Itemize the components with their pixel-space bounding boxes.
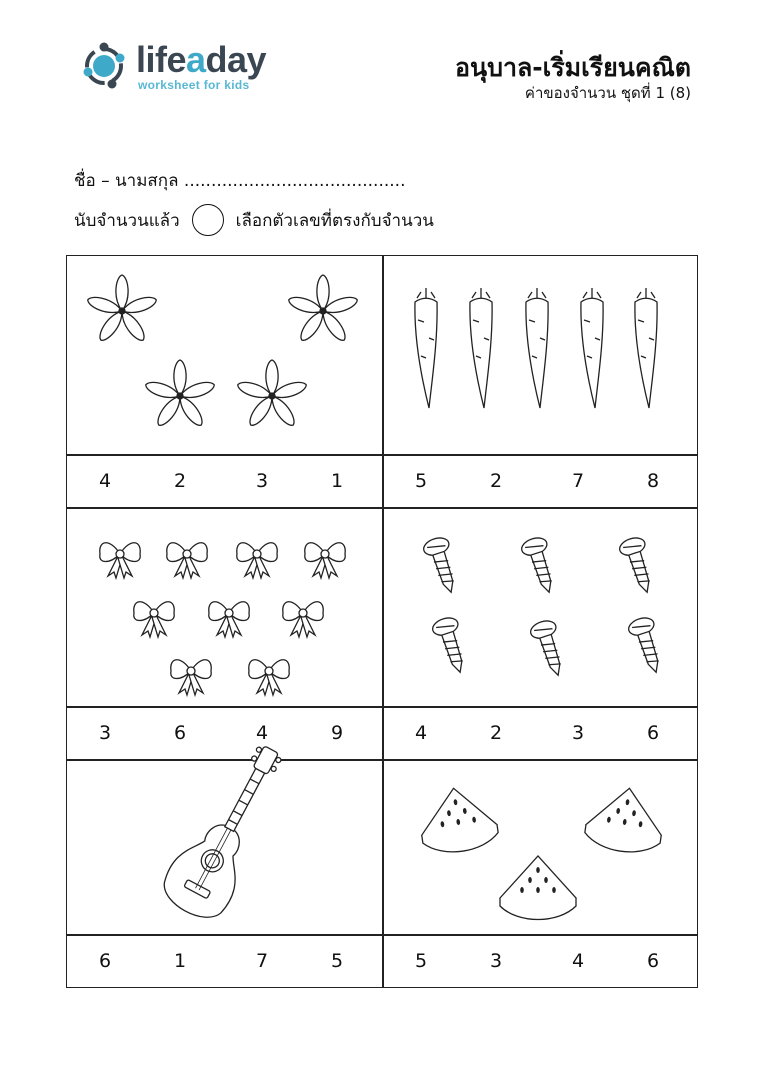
- choice-number[interactable]: 3: [98, 722, 112, 744]
- question-5-choices: [67, 935, 382, 987]
- choice-number[interactable]: 3: [255, 470, 269, 492]
- screw-icon: [626, 615, 668, 676]
- flower-icon: [86, 275, 158, 344]
- choice-number[interactable]: 3: [489, 950, 503, 972]
- page-title: อนุบาล-เริ่มเรียนคณิต: [454, 53, 691, 82]
- bow-icon: [171, 660, 211, 695]
- instruction: [74, 204, 434, 236]
- choice-number[interactable]: 1: [173, 950, 187, 972]
- carrot-icon: [470, 288, 492, 408]
- screw-icon: [528, 618, 570, 679]
- bow-icon: [209, 602, 249, 637]
- choice-number[interactable]: 6: [98, 950, 112, 972]
- choice-number[interactable]: 4: [571, 950, 585, 972]
- choice-number[interactable]: 2: [173, 470, 187, 492]
- choice-number[interactable]: 5: [414, 950, 428, 972]
- choice-number[interactable]: 4: [98, 470, 112, 492]
- screw-icon: [421, 535, 463, 596]
- choice-number[interactable]: 5: [330, 950, 344, 972]
- choice-number[interactable]: 4: [414, 722, 428, 744]
- question-1-picture: [67, 256, 382, 454]
- question-5-picture: [67, 760, 382, 934]
- bow-icon: [249, 660, 289, 695]
- choice-number[interactable]: 7: [255, 950, 269, 972]
- choice-number[interactable]: 6: [173, 722, 187, 744]
- choice-number[interactable]: 6: [646, 722, 660, 744]
- question-3-picture: [67, 508, 382, 706]
- bow-icon: [305, 543, 345, 578]
- flower-icon: [144, 360, 216, 429]
- screw-icon: [519, 535, 561, 596]
- flower-icon: [287, 275, 359, 344]
- exercise-grid: [66, 255, 698, 988]
- carrot-icon: [581, 288, 603, 408]
- name-field-line[interactable]: ชื่อ – นามสกุล .........................................: [74, 171, 406, 191]
- choice-number[interactable]: 6: [646, 950, 660, 972]
- circle-example-icon: [192, 204, 224, 236]
- bow-icon: [134, 602, 174, 637]
- watermelon-icon: [583, 783, 667, 856]
- bow-icon: [100, 543, 140, 578]
- choice-number[interactable]: 4: [255, 722, 269, 744]
- carrot-icon: [526, 288, 548, 408]
- screw-icon: [617, 535, 659, 596]
- lifeaday-logo: [82, 38, 282, 98]
- instruction-after: เลือกตัวเลขที่ตรงกับจำนวน: [235, 210, 434, 231]
- guitar-icon: [156, 734, 302, 928]
- bow-icon: [237, 543, 277, 578]
- bow-icon: [283, 602, 323, 637]
- question-1-choices: [67, 455, 382, 507]
- choice-number[interactable]: 2: [489, 470, 503, 492]
- choice-number[interactable]: 2: [489, 722, 503, 744]
- logo-wordmark: lifeaday: [136, 39, 267, 80]
- screw-icon: [430, 615, 472, 676]
- choice-number[interactable]: 8: [646, 470, 660, 492]
- page-subtitle: ค่าของจำนวน ชุดที่ 1 (8): [524, 84, 691, 102]
- question-6-picture: [383, 760, 698, 934]
- watermelon-icon: [500, 856, 576, 920]
- carrot-icon: [415, 288, 437, 408]
- flower-icon: [236, 360, 308, 429]
- question-2-choices: [383, 455, 698, 507]
- choice-number[interactable]: 1: [330, 470, 344, 492]
- instruction-before: นับจำนวนแล้ว: [74, 210, 180, 231]
- question-2-picture: [383, 256, 698, 454]
- watermelon-icon: [416, 783, 500, 856]
- choice-number[interactable]: 7: [571, 470, 585, 492]
- question-6-choices: [383, 935, 698, 987]
- carrot-icon: [635, 288, 657, 408]
- choice-number[interactable]: 3: [571, 722, 585, 744]
- question-4-picture: [383, 508, 698, 706]
- question-3-choices: [67, 707, 382, 759]
- logo-tagline: worksheet for kids: [138, 78, 250, 92]
- question-4-choices: [383, 707, 698, 759]
- choice-number[interactable]: 5: [414, 470, 428, 492]
- choice-number[interactable]: 9: [330, 722, 344, 744]
- logo-mark-icon: [82, 42, 132, 92]
- bow-icon: [167, 543, 207, 578]
